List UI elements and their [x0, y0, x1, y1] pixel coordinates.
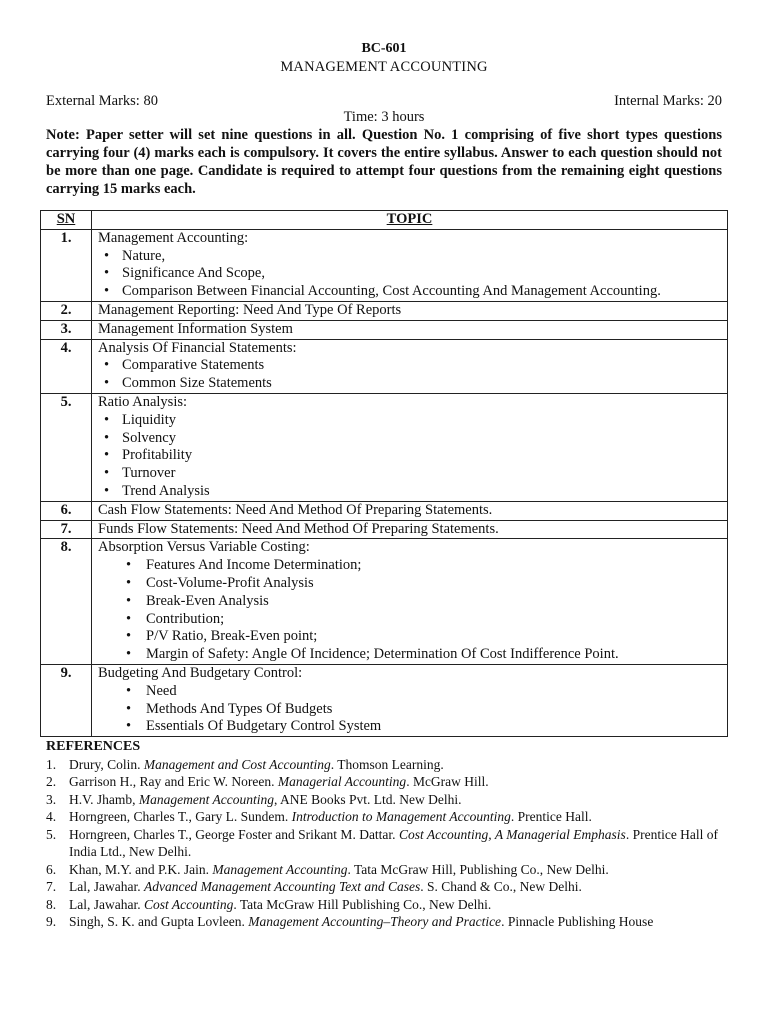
reference-item [46, 826, 736, 861]
row-topic-cell [92, 229, 728, 301]
topic-bullet-list [98, 248, 721, 301]
row-sn: 1. [41, 229, 92, 301]
reference-title: Management Accounting–Theory and Practice [248, 914, 502, 929]
marks-row [46, 92, 722, 110]
topic-bullet-item: • Turnover [98, 465, 721, 483]
topic-bullet-item: • Essentials Of Budgetary Control System [98, 718, 721, 736]
topic-header: TOPIC [92, 211, 728, 230]
row-topic: Absorption Versus Variable Costing: [98, 539, 310, 556]
reference-authors: Horngreen, Charles T., George Foster and Srikant M. Dattar. [69, 826, 399, 842]
table-row [41, 339, 728, 393]
reference-title: Cost Accounting, A Managerial Emphasis [398, 826, 626, 842]
reference-publisher: , ANE Books Pvt. Ltd. New Delhi. [273, 791, 462, 807]
row-topic-cell [92, 664, 728, 736]
topic-bullet-item: • Liquidity [98, 412, 721, 430]
reference-item [46, 756, 736, 774]
row-topic: Budgeting And Budgetary Control: [98, 664, 303, 681]
row-sn: 6. [41, 501, 92, 520]
course-code: BC-601 [361, 41, 407, 56]
topic-bullet-item: • Break-Even Analysis [98, 593, 721, 611]
table-row [41, 393, 728, 501]
table-row [41, 520, 728, 539]
reference-publisher: . S. Chand & Co., New Delhi. [420, 879, 582, 894]
reference-authors: Horngreen, Charles T., Gary L. Sundem. [69, 809, 292, 824]
reference-title: Management and Cost Accounting [143, 756, 331, 772]
sn-header: SN [41, 211, 92, 230]
row-topic: Funds Flow Statements: Need And Method Of Preparing Statements. [98, 520, 499, 537]
topic-bullet-item: • Methods And Types Of Budgets [98, 701, 721, 719]
row-sn: 9. [41, 664, 92, 736]
topic-bullet-list [98, 412, 721, 501]
topic-bullet-item: • Solvency [98, 430, 721, 448]
reference-publisher: . Prentice Hall of India Ltd., New Delhi. [69, 826, 719, 859]
reference-publisher: . Prentice Hall. [510, 809, 592, 824]
reference-authors: Drury, Colin. [69, 756, 144, 772]
topic-bullet-item: • Contribution; [98, 611, 721, 629]
reference-title: Cost Accounting [143, 896, 234, 912]
reference-number: 5. [46, 826, 57, 842]
exam-note: Note: Paper setter will set nine questions in all. Question No. 1 comprising of five short types questions carrying four (4) marks each is compulsory. It covers the entire syllabus. Answer to each question should not be more than one page. Candidate is required to attempt four questions from the remaining eight questions carrying 15 marks each. [46, 127, 722, 197]
row-sn: 2. [41, 301, 92, 320]
row-sn: 4. [41, 339, 92, 393]
exam-time: Time: 3 hours [343, 109, 425, 125]
row-sn: 5. [41, 393, 92, 501]
reference-title: Management Accounting [212, 861, 348, 877]
reference-title: Introduction to Management Accounting [291, 809, 511, 824]
reference-authors: Lal, Jawahar. [69, 896, 144, 912]
reference-title: Management Accounting [138, 791, 274, 807]
references-section [46, 738, 736, 931]
topic-bullet-item: • Nature, [98, 248, 721, 266]
reference-item [46, 896, 736, 914]
reference-publisher: . Pinnacle Publishing House [501, 914, 654, 929]
topic-bullet-list [98, 557, 721, 664]
reference-number: 7. [46, 879, 57, 894]
row-topic-cell [92, 320, 728, 339]
reference-item [46, 808, 736, 826]
reference-number: 3. [46, 791, 57, 807]
reference-publisher: . Tata McGraw Hill Publishing Co., New Delhi. [233, 896, 492, 912]
topic-bullet-item: • Margin of Safety: Angle Of Incidence; Determination Of Cost Indifference Point. [98, 646, 721, 664]
table-row [41, 501, 728, 520]
reference-number: 4. [46, 809, 57, 824]
row-topic-cell [92, 301, 728, 320]
table-header-row [41, 211, 728, 230]
row-sn: 3. [41, 320, 92, 339]
reference-authors: Lal, Jawahar. [69, 879, 144, 894]
row-topic-cell [92, 501, 728, 520]
row-sn: 7. [41, 520, 92, 539]
syllabus-table [40, 210, 728, 737]
external-marks: External Marks: 80 [46, 93, 158, 109]
document-header [46, 40, 722, 198]
row-topic: Management Information System [98, 320, 293, 337]
syllabus-body [41, 229, 728, 736]
table-row [41, 301, 728, 320]
topic-bullet-list [98, 357, 721, 393]
topic-bullet-item: • Comparative Statements [98, 357, 721, 375]
row-topic-cell [92, 539, 728, 665]
reference-authors: H.V. Jhamb, [69, 791, 139, 807]
reference-item [46, 913, 736, 931]
topic-bullet-item: • Features And Income Determination; [98, 557, 721, 575]
row-topic: Cash Flow Statements: Need And Method Of Preparing Statements. [98, 501, 493, 518]
reference-number: 1. [46, 756, 57, 772]
reference-publisher: . Tata McGraw Hill, Publishing Co., New Delhi. [347, 861, 609, 877]
reference-number: 8. [46, 896, 57, 912]
row-topic: Management Accounting: [98, 229, 249, 246]
reference-authors: Singh, S. K. and Gupta Lovleen. [69, 914, 249, 929]
references-list [46, 756, 736, 931]
table-row [41, 229, 728, 301]
reference-publisher: . McGraw Hill. [406, 774, 489, 789]
row-topic: Ratio Analysis: [98, 393, 188, 410]
topic-bullet-item: • Trend Analysis [98, 483, 721, 501]
topic-bullet-item: • Need [98, 683, 721, 701]
references-heading: REFERENCES [46, 739, 141, 754]
reference-item [46, 878, 736, 896]
topic-bullet-item: • Significance And Scope, [98, 265, 721, 283]
reference-title: Advanced Management Accounting Text and Cases [143, 879, 421, 894]
topic-bullet-item: • Cost-Volume-Profit Analysis [98, 575, 721, 593]
row-sn: 8. [41, 539, 92, 665]
reference-item [46, 791, 736, 809]
row-topic: Management Reporting: Need And Type Of Reports [98, 301, 402, 318]
reference-number: 6. [46, 861, 57, 877]
internal-marks: Internal Marks: 20 [614, 93, 722, 109]
row-topic-cell [92, 520, 728, 539]
table-row [41, 320, 728, 339]
reference-item [46, 773, 736, 791]
table-row [41, 539, 728, 665]
topic-bullet-item: • P/V Ratio, Break-Even point; [98, 628, 721, 646]
course-title: MANAGEMENT ACCOUNTING [280, 59, 488, 75]
reference-authors: Khan, M.Y. and P.K. Jain. [69, 861, 213, 877]
reference-authors: Garrison H., Ray and Eric W. Noreen. [69, 774, 278, 789]
topic-bullet-item: • Common Size Statements [98, 375, 721, 393]
reference-title: Managerial Accounting [277, 774, 407, 789]
reference-publisher: . Thomson Learning. [330, 756, 444, 772]
table-row [41, 664, 728, 736]
row-topic-cell [92, 393, 728, 501]
reference-item [46, 861, 736, 879]
topic-bullet-item: • Profitability [98, 447, 721, 465]
reference-number: 2. [46, 774, 57, 789]
reference-number: 9. [46, 914, 57, 929]
row-topic-cell [92, 339, 728, 393]
row-topic: Analysis Of Financial Statements: [98, 339, 297, 356]
topic-bullet-list [98, 683, 721, 736]
topic-bullet-item: • Comparison Between Financial Accounting, Cost Accounting And Management Accounting. [98, 283, 721, 301]
